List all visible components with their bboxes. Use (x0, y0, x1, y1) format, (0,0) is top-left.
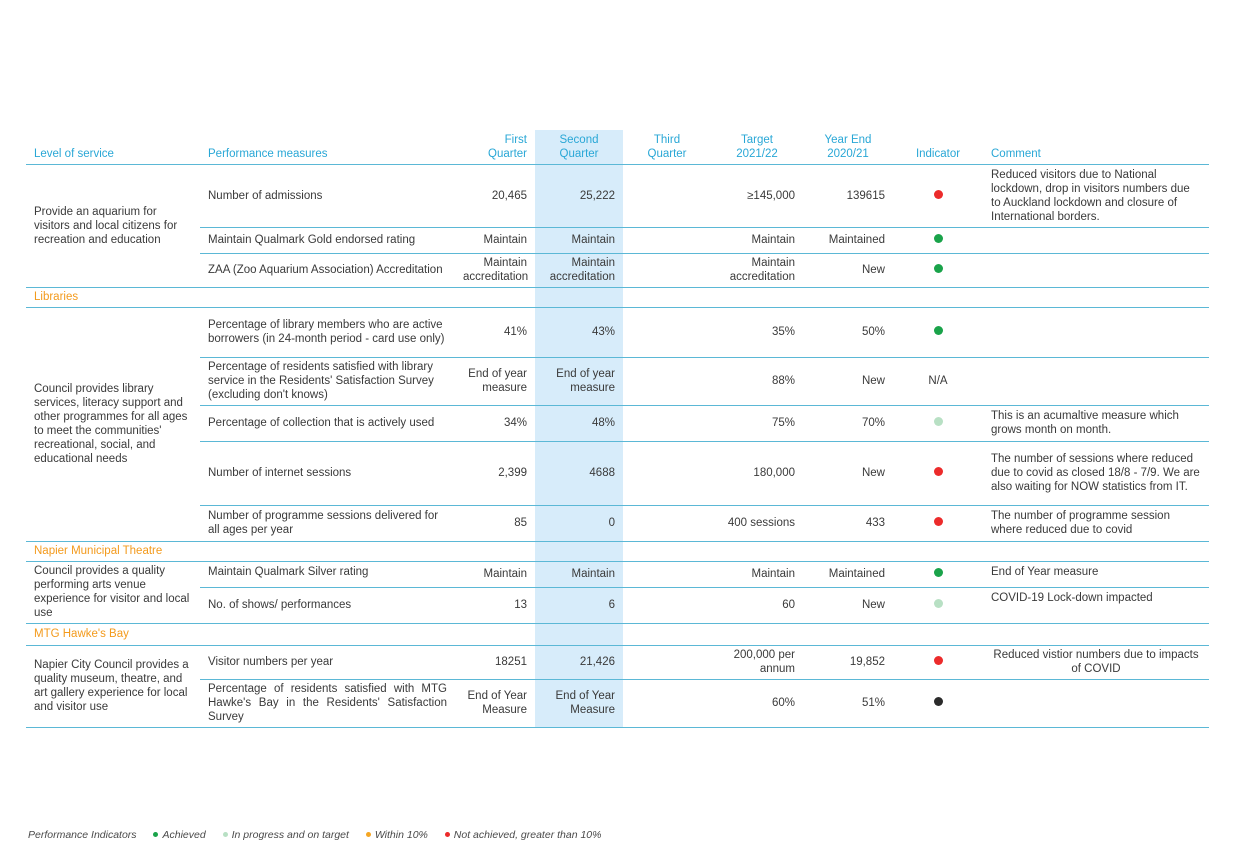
target-value: ≥145,000 (711, 164, 803, 227)
table-row (26, 645, 1209, 679)
second-quarter-value: 4688 (535, 441, 623, 505)
indicator-red-dot (934, 656, 943, 665)
third-quarter-value (623, 561, 711, 587)
indicator-cell (893, 679, 983, 727)
target-value: Maintain accreditation (711, 253, 803, 287)
third-quarter-value (623, 405, 711, 441)
first-quarter-value: 20,465 (455, 164, 535, 227)
third-quarter-value (623, 253, 711, 287)
header-row (26, 130, 1209, 164)
third-quarter-value (623, 227, 711, 253)
indicator-green-dot (934, 568, 943, 577)
indicator-black-dot (934, 697, 943, 706)
second-quarter-value: 21,426 (535, 645, 623, 679)
header-target: Target 2021/22 (711, 130, 803, 164)
indicator-cell (893, 587, 983, 623)
in-progress-dot-icon (223, 832, 228, 837)
header-comment: Comment (983, 130, 1209, 164)
measure: No. of shows/ performances (200, 587, 455, 623)
second-quarter-value: 43% (535, 307, 623, 357)
comment (983, 357, 1209, 405)
header-performance-measures: Performance measures (200, 130, 455, 164)
comment: Reduced vistior numbers due to impacts of COVID (983, 645, 1209, 679)
second-quarter-value: 0 (535, 505, 623, 541)
indicator-cell (893, 505, 983, 541)
indicator-na: N/A (893, 357, 983, 405)
year-end-value: New (803, 357, 893, 405)
third-quarter-value (623, 679, 711, 727)
indicator-cell (893, 561, 983, 587)
comment: Reduced visitors due to National lockdown, drop in visitors numbers due to Auckland lockdown and closure of International borders. (983, 164, 1209, 227)
third-quarter-value (623, 645, 711, 679)
year-end-value: Maintained (803, 561, 893, 587)
comment: End of Year measure (983, 561, 1209, 587)
indicator-red-dot (934, 190, 943, 199)
comment: The number of programme session where reduced due to covid (983, 505, 1209, 541)
table-row (26, 357, 1209, 405)
comment (983, 227, 1209, 253)
second-quarter-value: Maintain accreditation (535, 253, 623, 287)
section-title: MTG Hawke's Bay (26, 623, 200, 645)
third-quarter-value (623, 505, 711, 541)
achieved-dot-icon (153, 832, 158, 837)
header-year-end: Year End 2020/21 (803, 130, 893, 164)
second-quarter-value: End of Year Measure (535, 679, 623, 727)
second-quarter-value: Maintain (535, 227, 623, 253)
second-quarter-value: Maintain (535, 561, 623, 587)
second-quarter-value: 25,222 (535, 164, 623, 227)
first-quarter-value: 34% (455, 405, 535, 441)
table-row (26, 253, 1209, 287)
measure: Maintain Qualmark Silver rating (200, 561, 455, 587)
comment (983, 307, 1209, 357)
table-row (26, 307, 1209, 357)
within-dot-icon (366, 832, 371, 837)
indicator-red-dot (934, 517, 943, 526)
first-quarter-value: 13 (455, 587, 535, 623)
table-row (26, 441, 1209, 505)
target-value: 60 (711, 587, 803, 623)
table-row (26, 561, 1209, 587)
target-value: 180,000 (711, 441, 803, 505)
header-first-quarter: First Quarter (455, 130, 535, 164)
target-value: Maintain (711, 561, 803, 587)
legend-label: Performance Indicators (28, 829, 137, 841)
table-row (26, 405, 1209, 441)
header-indicator: Indicator (893, 130, 983, 164)
target-value: 88% (711, 357, 803, 405)
legend-not-achieved: Not achieved, greater than 10% (445, 829, 602, 841)
performance-table (26, 130, 1209, 728)
section-row-libraries (26, 287, 1209, 307)
section-row-mtg (26, 623, 1209, 645)
header-third-quarter: Third Quarter (623, 130, 711, 164)
first-quarter-value: 18251 (455, 645, 535, 679)
measure: Percentage of library members who are active borrowers (in 24-month period - card use only) (200, 307, 455, 357)
indicator-cell (893, 645, 983, 679)
first-quarter-value: Maintain (455, 561, 535, 587)
second-quarter-value: 48% (535, 405, 623, 441)
table-row (26, 587, 1209, 623)
measure: Percentage of collection that is actively used (200, 405, 455, 441)
target-value: 35% (711, 307, 803, 357)
indicator-lightgreen-dot (934, 417, 943, 426)
indicator-cell (893, 441, 983, 505)
year-end-value: New (803, 587, 893, 623)
indicator-cell (893, 405, 983, 441)
target-value: 60% (711, 679, 803, 727)
first-quarter-value: 85 (455, 505, 535, 541)
indicator-cell (893, 253, 983, 287)
comment (983, 679, 1209, 727)
third-quarter-value (623, 357, 711, 405)
first-quarter-value: End of Year Measure (455, 679, 535, 727)
measure: ZAA (Zoo Aquarium Association) Accreditation (200, 253, 455, 287)
year-end-value: New (803, 253, 893, 287)
comment: This is an acumaltive measure which grows month on month. (983, 405, 1209, 441)
measure: Visitor numbers per year (200, 645, 455, 679)
measure: Percentage of residents satisfied with MTG Hawke's Bay in the Residents' Satisfaction Survey (200, 679, 455, 727)
section-row-theatre (26, 541, 1209, 561)
second-quarter-value: 6 (535, 587, 623, 623)
measure: Number of programme sessions delivered for all ages per year (200, 505, 455, 541)
first-quarter-value: End of year measure (455, 357, 535, 405)
year-end-value: 139615 (803, 164, 893, 227)
header-level-of-service: Level of service (26, 130, 200, 164)
year-end-value: 433 (803, 505, 893, 541)
third-quarter-value (623, 441, 711, 505)
legend-achieved: Achieved (153, 829, 205, 841)
comment: The number of sessions where reduced due to covid as closed 18/8 - 7/9. We are also waiting for NOW statistics from IT. (983, 441, 1209, 505)
measure: Number of internet sessions (200, 441, 455, 505)
first-quarter-value: 41% (455, 307, 535, 357)
year-end-value: 50% (803, 307, 893, 357)
target-value: 400 sessions (711, 505, 803, 541)
indicator-cell (893, 164, 983, 227)
measure: Percentage of residents satisfied with library service in the Residents' Satisfaction Survey (excluding don't knows) (200, 357, 455, 405)
first-quarter-value: Maintain accreditation (455, 253, 535, 287)
target-value: Maintain (711, 227, 803, 253)
year-end-value: 51% (803, 679, 893, 727)
third-quarter-value (623, 164, 711, 227)
third-quarter-value (623, 587, 711, 623)
level-of-service-aquarium: Provide an aquarium for visitors and local citizens for recreation and education (26, 164, 200, 287)
indicator-red-dot (934, 467, 943, 476)
level-of-service-libraries: Council provides library services, literacy support and other programmes for all ages to meet the communities' recreational, social, and educational needs (26, 307, 200, 541)
section-title: Napier Municipal Theatre (26, 541, 455, 561)
indicator-green-dot (934, 264, 943, 273)
section-title: Libraries (26, 287, 200, 307)
table-row (26, 227, 1209, 253)
first-quarter-value: Maintain (455, 227, 535, 253)
year-end-value: New (803, 441, 893, 505)
indicator-lightgreen-dot (934, 599, 943, 608)
legend-in-progress: In progress and on target (223, 829, 349, 841)
table-row (26, 164, 1209, 227)
first-quarter-value: 2,399 (455, 441, 535, 505)
indicator-cell (893, 307, 983, 357)
not-achieved-dot-icon (445, 832, 450, 837)
indicator-green-dot (934, 234, 943, 243)
year-end-value: Maintained (803, 227, 893, 253)
indicator-cell (893, 227, 983, 253)
second-quarter-value: End of year measure (535, 357, 623, 405)
performance-indicators-legend (28, 829, 615, 841)
year-end-value: 70% (803, 405, 893, 441)
measure: Maintain Qualmark Gold endorsed rating (200, 227, 455, 253)
legend-within: Within 10% (366, 829, 428, 841)
level-of-service-theatre: Council provides a quality performing arts venue experience for visitor and local use (26, 561, 200, 623)
table-row (26, 505, 1209, 541)
measure: Number of admissions (200, 164, 455, 227)
level-of-service-mtg: Napier City Council provides a quality museum, theatre, and art gallery experience for local and visitor use (26, 645, 200, 727)
comment: COVID-19 Lock-down impacted (983, 587, 1209, 623)
comment (983, 253, 1209, 287)
target-value: 200,000 per annum (711, 645, 803, 679)
indicator-green-dot (934, 326, 943, 335)
table-row (26, 679, 1209, 727)
target-value: 75% (711, 405, 803, 441)
header-second-quarter: Second Quarter (535, 130, 623, 164)
third-quarter-value (623, 307, 711, 357)
year-end-value: 19,852 (803, 645, 893, 679)
